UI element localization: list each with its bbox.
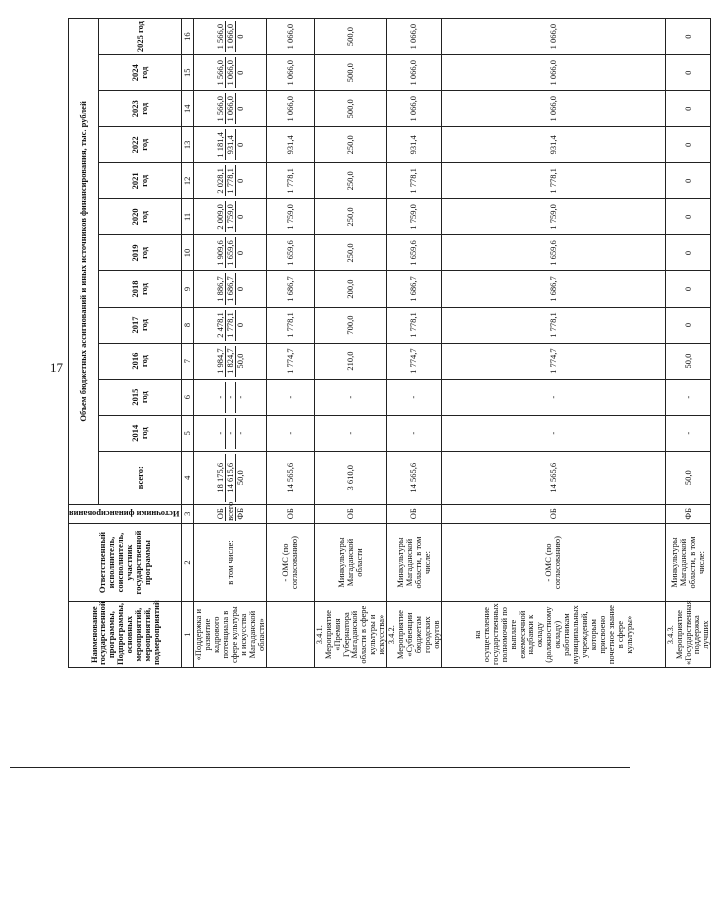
value-cell: - <box>314 415 386 451</box>
value-cell: 3 610,0 <box>314 451 386 504</box>
value-cell: 1 066,0 <box>266 55 314 91</box>
value-cell: 0 <box>665 163 711 199</box>
column-number-row <box>182 19 194 668</box>
value-cell: 0 <box>665 271 711 307</box>
header-year: 2014 год <box>99 415 182 451</box>
value-cell: 0 <box>665 127 711 163</box>
value-cell: 0 <box>665 307 711 343</box>
value-cell: 18 175,6 14 615,6 50,0 <box>194 451 266 504</box>
row-executor: Минкультуры Магаданской области, в том числе: <box>665 523 711 601</box>
value-cell: 1 659,6 <box>266 235 314 271</box>
value-cell: - <box>441 379 665 415</box>
header-year: 2024 год <box>99 55 182 91</box>
value-cell: - <box>441 415 665 451</box>
value-cell: 931,4 <box>441 127 665 163</box>
value-cell: 200,0 <box>314 271 386 307</box>
row-source: ОБ <box>441 504 665 523</box>
col-num: 8 <box>182 307 194 343</box>
value-cell: 14 565,6 <box>266 451 314 504</box>
row-sources: ОБ всего ФБ <box>194 504 266 523</box>
value-cell: 1 774,7 <box>387 343 442 379</box>
row-source: ФБ <box>665 504 711 523</box>
value-cell: 2 028,1 1 778,1 0 <box>194 163 266 199</box>
col-num: 9 <box>182 271 194 307</box>
table-row <box>387 19 442 668</box>
value-cell: 1 066,0 <box>387 19 442 55</box>
header-year: 2017 год <box>99 307 182 343</box>
value-cell: 931,4 <box>387 127 442 163</box>
row-name: 3.4.2. Мероприятие «Субвенции бюджетам городских округов <box>387 602 442 668</box>
rotated-table-wrapper <box>68 18 711 668</box>
value-cell: 1 066,0 <box>387 55 442 91</box>
col-num: 4 <box>182 451 194 504</box>
value-cell: 1 778,1 <box>387 307 442 343</box>
value-cell: 1 778,1 <box>266 307 314 343</box>
row-source: ОБ <box>387 504 442 523</box>
value-cell: 931,4 <box>266 127 314 163</box>
value-cell: 500,0 <box>314 19 386 55</box>
value-cell: 1 778,1 <box>441 163 665 199</box>
col-num: 7 <box>182 343 194 379</box>
value-cell: 1 886,7 1 686,7 0 <box>194 271 266 307</box>
value-cell: 250,0 <box>314 235 386 271</box>
value-cell: 1 566,0 1 066,0 0 <box>194 55 266 91</box>
col-num: 15 <box>182 55 194 91</box>
col-num: 16 <box>182 19 194 55</box>
row-source: ОБ <box>314 504 386 523</box>
value-cell: 1 778,1 <box>387 163 442 199</box>
row-executor: Минкультуры Магаданской области <box>314 523 386 601</box>
value-cell: - - - <box>194 379 266 415</box>
value-cell: 0 <box>665 19 711 55</box>
header-year: 2023 год <box>99 91 182 127</box>
value-cell: 250,0 <box>314 163 386 199</box>
value-cell: 500,0 <box>314 91 386 127</box>
value-cell: 1 759,0 <box>441 199 665 235</box>
value-cell: 1 066,0 <box>441 19 665 55</box>
value-cell: 1 566,0 1 066,0 0 <box>194 91 266 127</box>
value-cell: 0 <box>665 199 711 235</box>
table-row <box>266 19 314 668</box>
page-number: 17 <box>50 360 63 375</box>
value-cell: 1 909,6 1 659,6 0 <box>194 235 266 271</box>
row-source: ОБ <box>266 504 314 523</box>
value-cell: 0 <box>665 55 711 91</box>
value-cell: 0 <box>665 235 711 271</box>
col-num: 11 <box>182 199 194 235</box>
header-executor: Ответственный исполнитель, соисполнитель, участник государственной программы <box>69 523 182 601</box>
value-cell: 1 778,1 <box>441 307 665 343</box>
row-name: «Поддержка и развитие кадрового потенциала в сфере культуры и искусства Магаданской области» <box>194 602 266 668</box>
col-num: 14 <box>182 91 194 127</box>
row-executor: в том числе: <box>194 523 266 601</box>
col-num: 2 <box>182 523 194 601</box>
value-cell: 1 066,0 <box>266 19 314 55</box>
row-executor: - ОМС (по согласованию) <box>441 523 665 601</box>
row-executor: Минкультуры Магаданской области, в том числе: <box>387 523 442 601</box>
value-cell: - <box>387 415 442 451</box>
value-cell: 1 686,7 <box>266 271 314 307</box>
value-cell: 1 066,0 <box>441 55 665 91</box>
col-num: 1 <box>182 602 194 668</box>
header-year: 2016 год <box>99 343 182 379</box>
bottom-rule <box>10 767 630 768</box>
table-row <box>194 19 266 668</box>
row-name: 3.4.1. Мероприятие «Премия Губернатора Магаданской области в сфере культуры и искусства» <box>314 602 386 668</box>
value-cell: 1 686,7 <box>387 271 442 307</box>
value-cell: - <box>266 379 314 415</box>
financing-table <box>68 18 711 668</box>
header-year: 2019 год <box>99 235 182 271</box>
header-source: Источники финансирования <box>69 504 182 523</box>
value-cell: 1 686,7 <box>441 271 665 307</box>
table-row <box>441 19 665 668</box>
value-cell: 250,0 <box>314 199 386 235</box>
value-cell: 1 759,0 <box>266 199 314 235</box>
header-year: 2022 год <box>99 127 182 163</box>
value-cell: 50,0 <box>665 451 711 504</box>
col-num: 12 <box>182 163 194 199</box>
value-cell: 700,0 <box>314 307 386 343</box>
value-cell: 1 659,6 <box>387 235 442 271</box>
header-group: Объем бюджетных ассигнований и иных источников финансирования, тыс. рублей <box>69 19 99 505</box>
value-cell: 1 181,4 931,4 0 <box>194 127 266 163</box>
value-cell: 50,0 <box>665 343 711 379</box>
value-cell: 2 009,0 1 759,0 0 <box>194 199 266 235</box>
value-cell: 1 066,0 <box>387 91 442 127</box>
col-num: 5 <box>182 415 194 451</box>
value-cell: 1 984,7 1 824,7 50,0 <box>194 343 266 379</box>
header-year: 2025 год <box>99 19 182 55</box>
col-num: 3 <box>182 504 194 523</box>
header-year: 2018 год <box>99 271 182 307</box>
header-year: 2020 год <box>99 199 182 235</box>
value-cell: 1 659,6 <box>441 235 665 271</box>
value-cell: 1 566,0 1 066,0 0 <box>194 19 266 55</box>
header-row-1 <box>69 19 99 668</box>
row-name: 3.4.3. Мероприятие «Государственная поддержка лучших <box>665 602 711 668</box>
value-cell: - <box>665 379 711 415</box>
value-cell: - <box>387 379 442 415</box>
col-num: 10 <box>182 235 194 271</box>
row-name <box>266 602 314 668</box>
value-cell: 1 774,7 <box>441 343 665 379</box>
header-year: 2021 год <box>99 163 182 199</box>
value-cell: 1 759,0 <box>387 199 442 235</box>
value-cell: 210,0 <box>314 343 386 379</box>
value-cell: 250,0 <box>314 127 386 163</box>
value-cell: 1 774,7 <box>266 343 314 379</box>
value-cell: - - - <box>194 415 266 451</box>
value-cell: 0 <box>665 91 711 127</box>
value-cell: 1 066,0 <box>266 91 314 127</box>
header-total: всего: <box>99 451 182 504</box>
col-num: 13 <box>182 127 194 163</box>
table-row <box>665 19 711 668</box>
value-cell: 1 778,1 <box>266 163 314 199</box>
header-year: 2015 год <box>99 379 182 415</box>
table-row <box>314 19 386 668</box>
row-name: на осуществление государственных полномочий по выплате ежемесячной надбавки к окладу (должностному окладу) работникам муниципальных учреждений, которым присвоено почетное звание в сфере культуры» <box>441 602 665 668</box>
col-num: 6 <box>182 379 194 415</box>
value-cell: 14 565,6 <box>441 451 665 504</box>
value-cell: - <box>266 415 314 451</box>
value-cell: - <box>314 379 386 415</box>
value-cell: - <box>665 415 711 451</box>
value-cell: 14 565,6 <box>387 451 442 504</box>
row-executor: - ОМС (по согласованию) <box>266 523 314 601</box>
header-name: Наименование государственной программы, Подпрограммы, основных мероприятий, мероприятий, подмероприятий <box>69 602 182 668</box>
value-cell: 2 478,1 1 778,1 0 <box>194 307 266 343</box>
value-cell: 500,0 <box>314 55 386 91</box>
value-cell: 1 066,0 <box>441 91 665 127</box>
